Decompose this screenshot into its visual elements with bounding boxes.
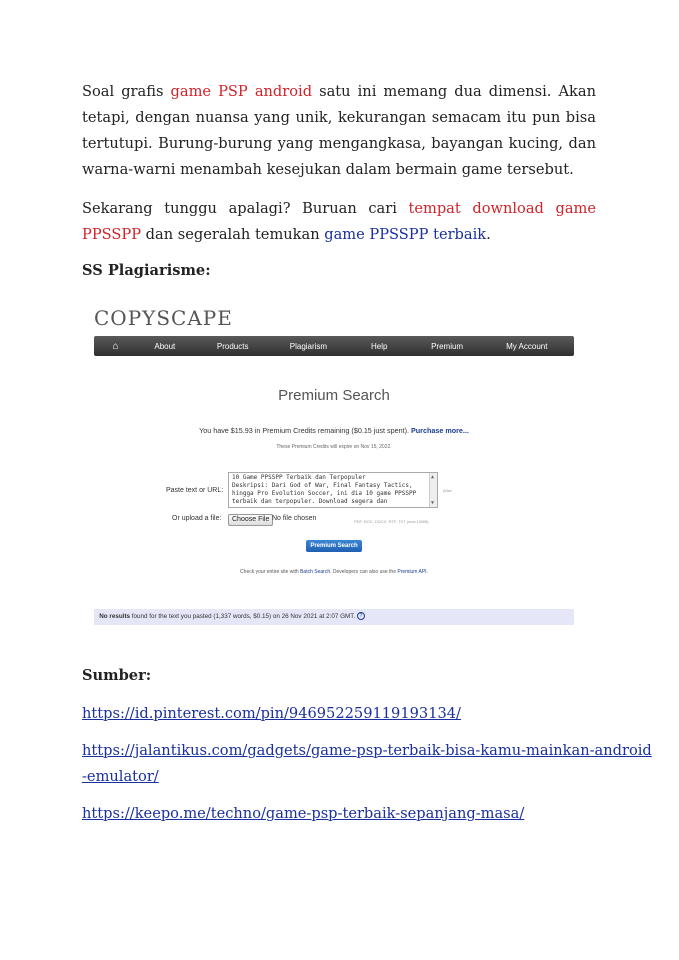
ss-heading: SS Plagiarisme: (82, 262, 211, 279)
nav-my-account[interactable]: My Account (506, 341, 548, 351)
check-text: Check your entire site with (240, 569, 301, 575)
file-formats: PDF, DOC, DOCX, RTF, TXT (max 10MB) (354, 519, 429, 524)
batch-search-line (94, 569, 574, 575)
copyscape-screenshot (94, 300, 576, 630)
result-text: found for the text you pasted (1,337 words, $0.15) on 26 Nov 2021 at 2:07 GMT. (130, 613, 356, 620)
info-icon[interactable]: ? (357, 612, 365, 620)
sumber-heading: Sumber: (82, 667, 152, 684)
premium-search-title: Premium Search (278, 387, 390, 404)
nav-help[interactable]: Help (371, 341, 388, 351)
paragraph-text: . (486, 226, 491, 243)
purchase-more-link[interactable]: Purchase more... (410, 426, 469, 435)
link-game-psp-android[interactable]: game PSP android (170, 83, 313, 100)
max-note: (Max (443, 488, 452, 493)
link-tempat-download[interactable]: tempat download game PPSSPP (82, 200, 596, 243)
scroll-up-icon[interactable]: ▲ (431, 474, 435, 480)
credits-text (94, 426, 574, 435)
home-icon[interactable]: ⌂ (112, 340, 119, 352)
check-text: . Developers can also use the (330, 569, 398, 575)
paragraph-text: Sekarang tunggu apalagi? Buruan cari (82, 200, 409, 217)
paste-label: Paste text or URL: (166, 487, 224, 494)
check-text: . (426, 569, 428, 575)
result-bar (94, 609, 574, 625)
nav-products[interactable]: Products (216, 341, 249, 351)
upload-label: Or upload a file: (172, 515, 222, 522)
textarea-scrollbar[interactable] (429, 473, 437, 507)
link-game-ppsspp-terbaik[interactable]: game PPSSPP terbaik (324, 226, 487, 243)
choose-file-button[interactable]: Choose File (228, 514, 273, 526)
credits-remaining: You have $15.93 in Premium Credits remaining ($0.15 just spent). (199, 426, 409, 435)
nav-about[interactable]: About (154, 341, 176, 351)
copyscape-logo: COPYSCAPE (94, 306, 233, 330)
paragraph-text: Soal grafis (82, 83, 171, 100)
premium-search-button[interactable]: Premium Search (306, 540, 362, 552)
scroll-down-icon[interactable]: ▼ (431, 500, 435, 506)
copyscape-navbar (94, 336, 574, 356)
source-link-jalantikus[interactable]: https://jalantikus.com/gadgets/game-psp-terbaik-bisa-kamu-mainkan-android (82, 742, 652, 759)
source-link-jalantikus-cont[interactable]: -emulator/ (82, 768, 159, 785)
nav-plagiarism[interactable]: Plagiarism (289, 341, 328, 351)
paragraph-2 (82, 196, 596, 248)
paragraph-1 (82, 79, 596, 183)
paragraph-text: satu ini memang dua dimensi. Akan tetapi, dengan nuansa yang unik, kekurangan semacam itu pun bisa tertutupi. Burung-burung yang mengangkasa, bayangan kucing, dan warna-warni menambah kesejukan dalam bermain game tersebut. (82, 83, 596, 178)
nav-premium[interactable]: Premium (431, 341, 464, 351)
no-results-label: No results (99, 613, 131, 620)
paste-textarea[interactable] (228, 472, 438, 508)
source-link-keepo[interactable]: https://keepo.me/techno/game-psp-terbaik-sepanjang-masa/ (82, 805, 525, 822)
batch-search-link[interactable]: Batch Search (300, 569, 331, 575)
expire-text: These Premium Credits will expire on Nov 15, 2022. (276, 444, 392, 450)
premium-api-link[interactable]: Premium API (397, 569, 427, 575)
source-link-pinterest[interactable]: https://id.pinterest.com/pin/946952259119193134/ (82, 705, 461, 722)
no-file-text: No file chosen (272, 515, 317, 522)
textarea-content: 10 Game PPSSPP Terbaik dan Terpopuler Deskripsi: Dari God of War, Final Fantasy Tactics, hingga Pro Evolution Soccer, ini dia 10 game PPSSPP terbaik dan terpopuler. Download segera dan (232, 474, 417, 505)
paragraph-text: dan segeralah temukan (141, 226, 325, 243)
